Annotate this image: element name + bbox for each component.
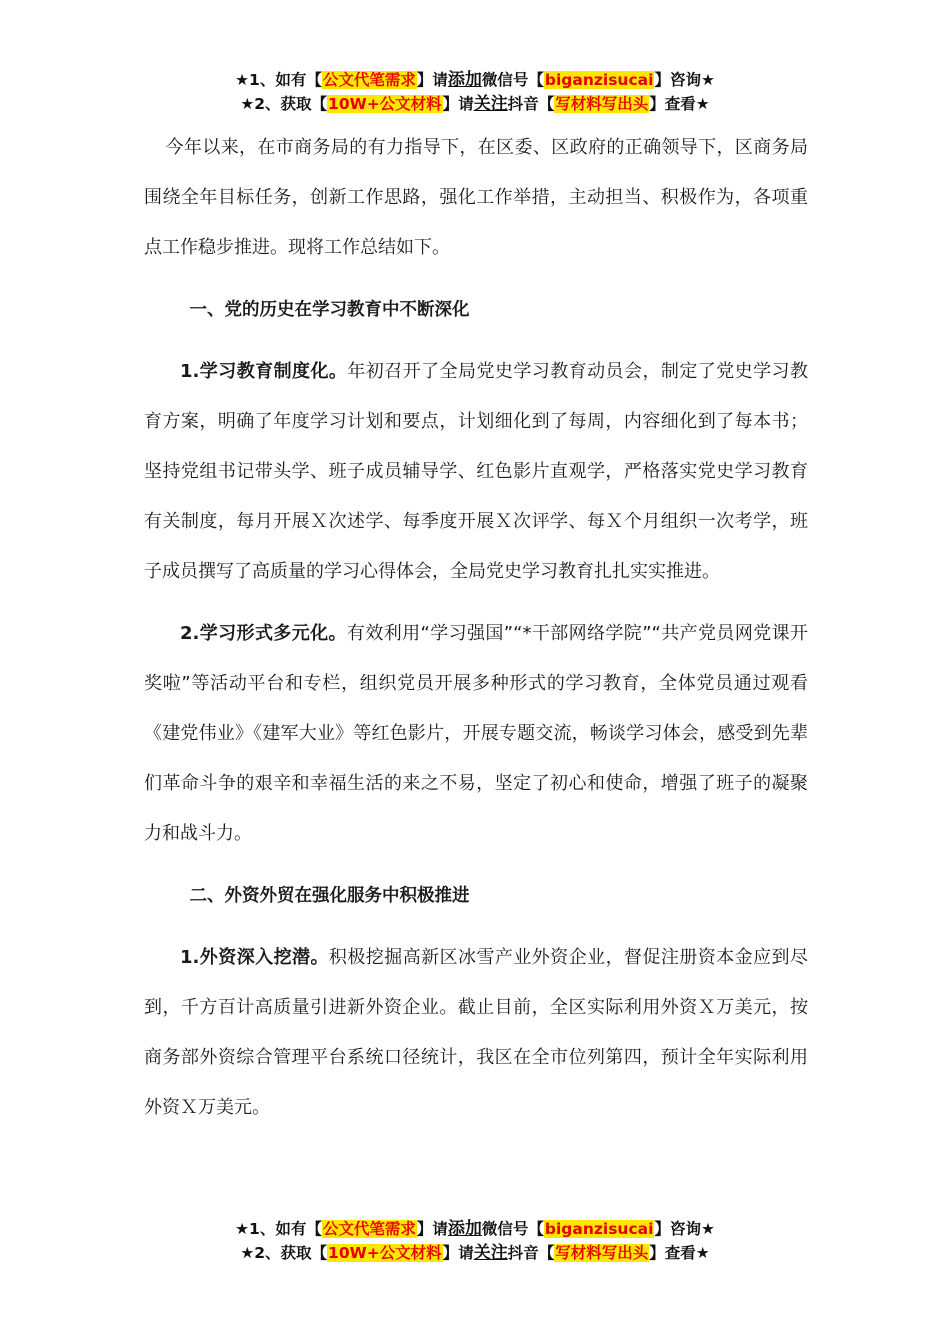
item-lead: 2.学习形式多元化。 (180, 623, 347, 644)
bottom-banner (0, 1217, 950, 1265)
section-2-item-1 (144, 933, 808, 1133)
document-body (144, 123, 808, 1133)
item-lead: 1.外资深入挖潜。 (180, 947, 329, 968)
item-text: 年初召开了全局党史学习教育动员会，制定了党史学习教育方案，明确了年度学习计划和要点，计划细化到了每周，内容细化到了每本书；坚持党组书记带头学、班子成员辅导学、红色影片直观学，严格落实党史学习教育有关制度，每月开展Ｘ次述学、每季度开展Ｘ次评学、每Ｘ个月组织一次考学，班子成员撰写了高质量的学习心得体会，全局党史学习教育扎扎实实推进。 (144, 361, 808, 582)
banner-line-1: ★1、如有【公文代笔需求】请添加微信号【biganzisucai】咨询★ (235, 70, 715, 90)
banner-line-2: ★2、获取【10W+公文材料】请关注抖音【写材料写出头】查看★ (240, 1243, 710, 1263)
banner-line-1: ★1、如有【公文代笔需求】请添加微信号【biganzisucai】咨询★ (235, 1219, 715, 1239)
highlight-service: 公文代笔需求 (322, 71, 416, 89)
item-text: 有效利用“学习强国”“*干部网络学院”“共产党员网党课开奖啦”等活动平台和专栏，组织党员开展多种形式的学习教育，全体党员通过观看《建党伟业》《建军大业》等红色影片，开展专题交流，畅谈学习体会，感受到先辈们革命斗争的艰辛和幸福生活的来之不易，坚定了初心和使命，增强了班子的凝聚力和战斗力。 (144, 623, 809, 844)
highlight-materials: 10W+公文材料 (328, 1244, 442, 1262)
intro-paragraph: 今年以来，在市商务局的有力指导下，在区委、区政府的正确领导下，区商务局围绕全年目标任务，创新工作思路，强化工作举措，主动担当、积极作为，各项重点工作稳步推进。现将工作总结如下。 (144, 137, 808, 258)
highlight-wechat-id: biganzisucai (544, 1220, 654, 1238)
highlight-materials: 10W+公文材料 (328, 95, 442, 113)
item-text: 积极挖掘高新区冰雪产业外资企业，督促注册资本金应到尽到，千方百计高质量引进新外资企业。截止目前，全区实际利用外资Ｘ万美元，按商务部外资综合管理平台系统口径统计，我区在全市位列第四，预计全年实际利用外资Ｘ万美元。 (144, 947, 808, 1118)
highlight-douyin-id: 写材料写出头 (555, 1244, 649, 1262)
highlight-wechat-id: biganzisucai (544, 71, 654, 89)
section-1-item-1 (144, 347, 808, 597)
highlight-service: 公文代笔需求 (322, 1220, 416, 1238)
section-2-heading: 二、外资外贸在强化服务中积极推进 (189, 886, 470, 906)
banner-line-2: ★2、获取【10W+公文材料】请关注抖音【写材料写出头】查看★ (240, 94, 710, 114)
highlight-douyin-id: 写材料写出头 (555, 95, 649, 113)
section-1-item-2 (144, 609, 808, 859)
item-lead: 1.学习教育制度化。 (180, 361, 348, 382)
section-1-heading: 一、党的历史在学习教育中不断深化 (189, 300, 470, 320)
top-banner (0, 68, 950, 116)
